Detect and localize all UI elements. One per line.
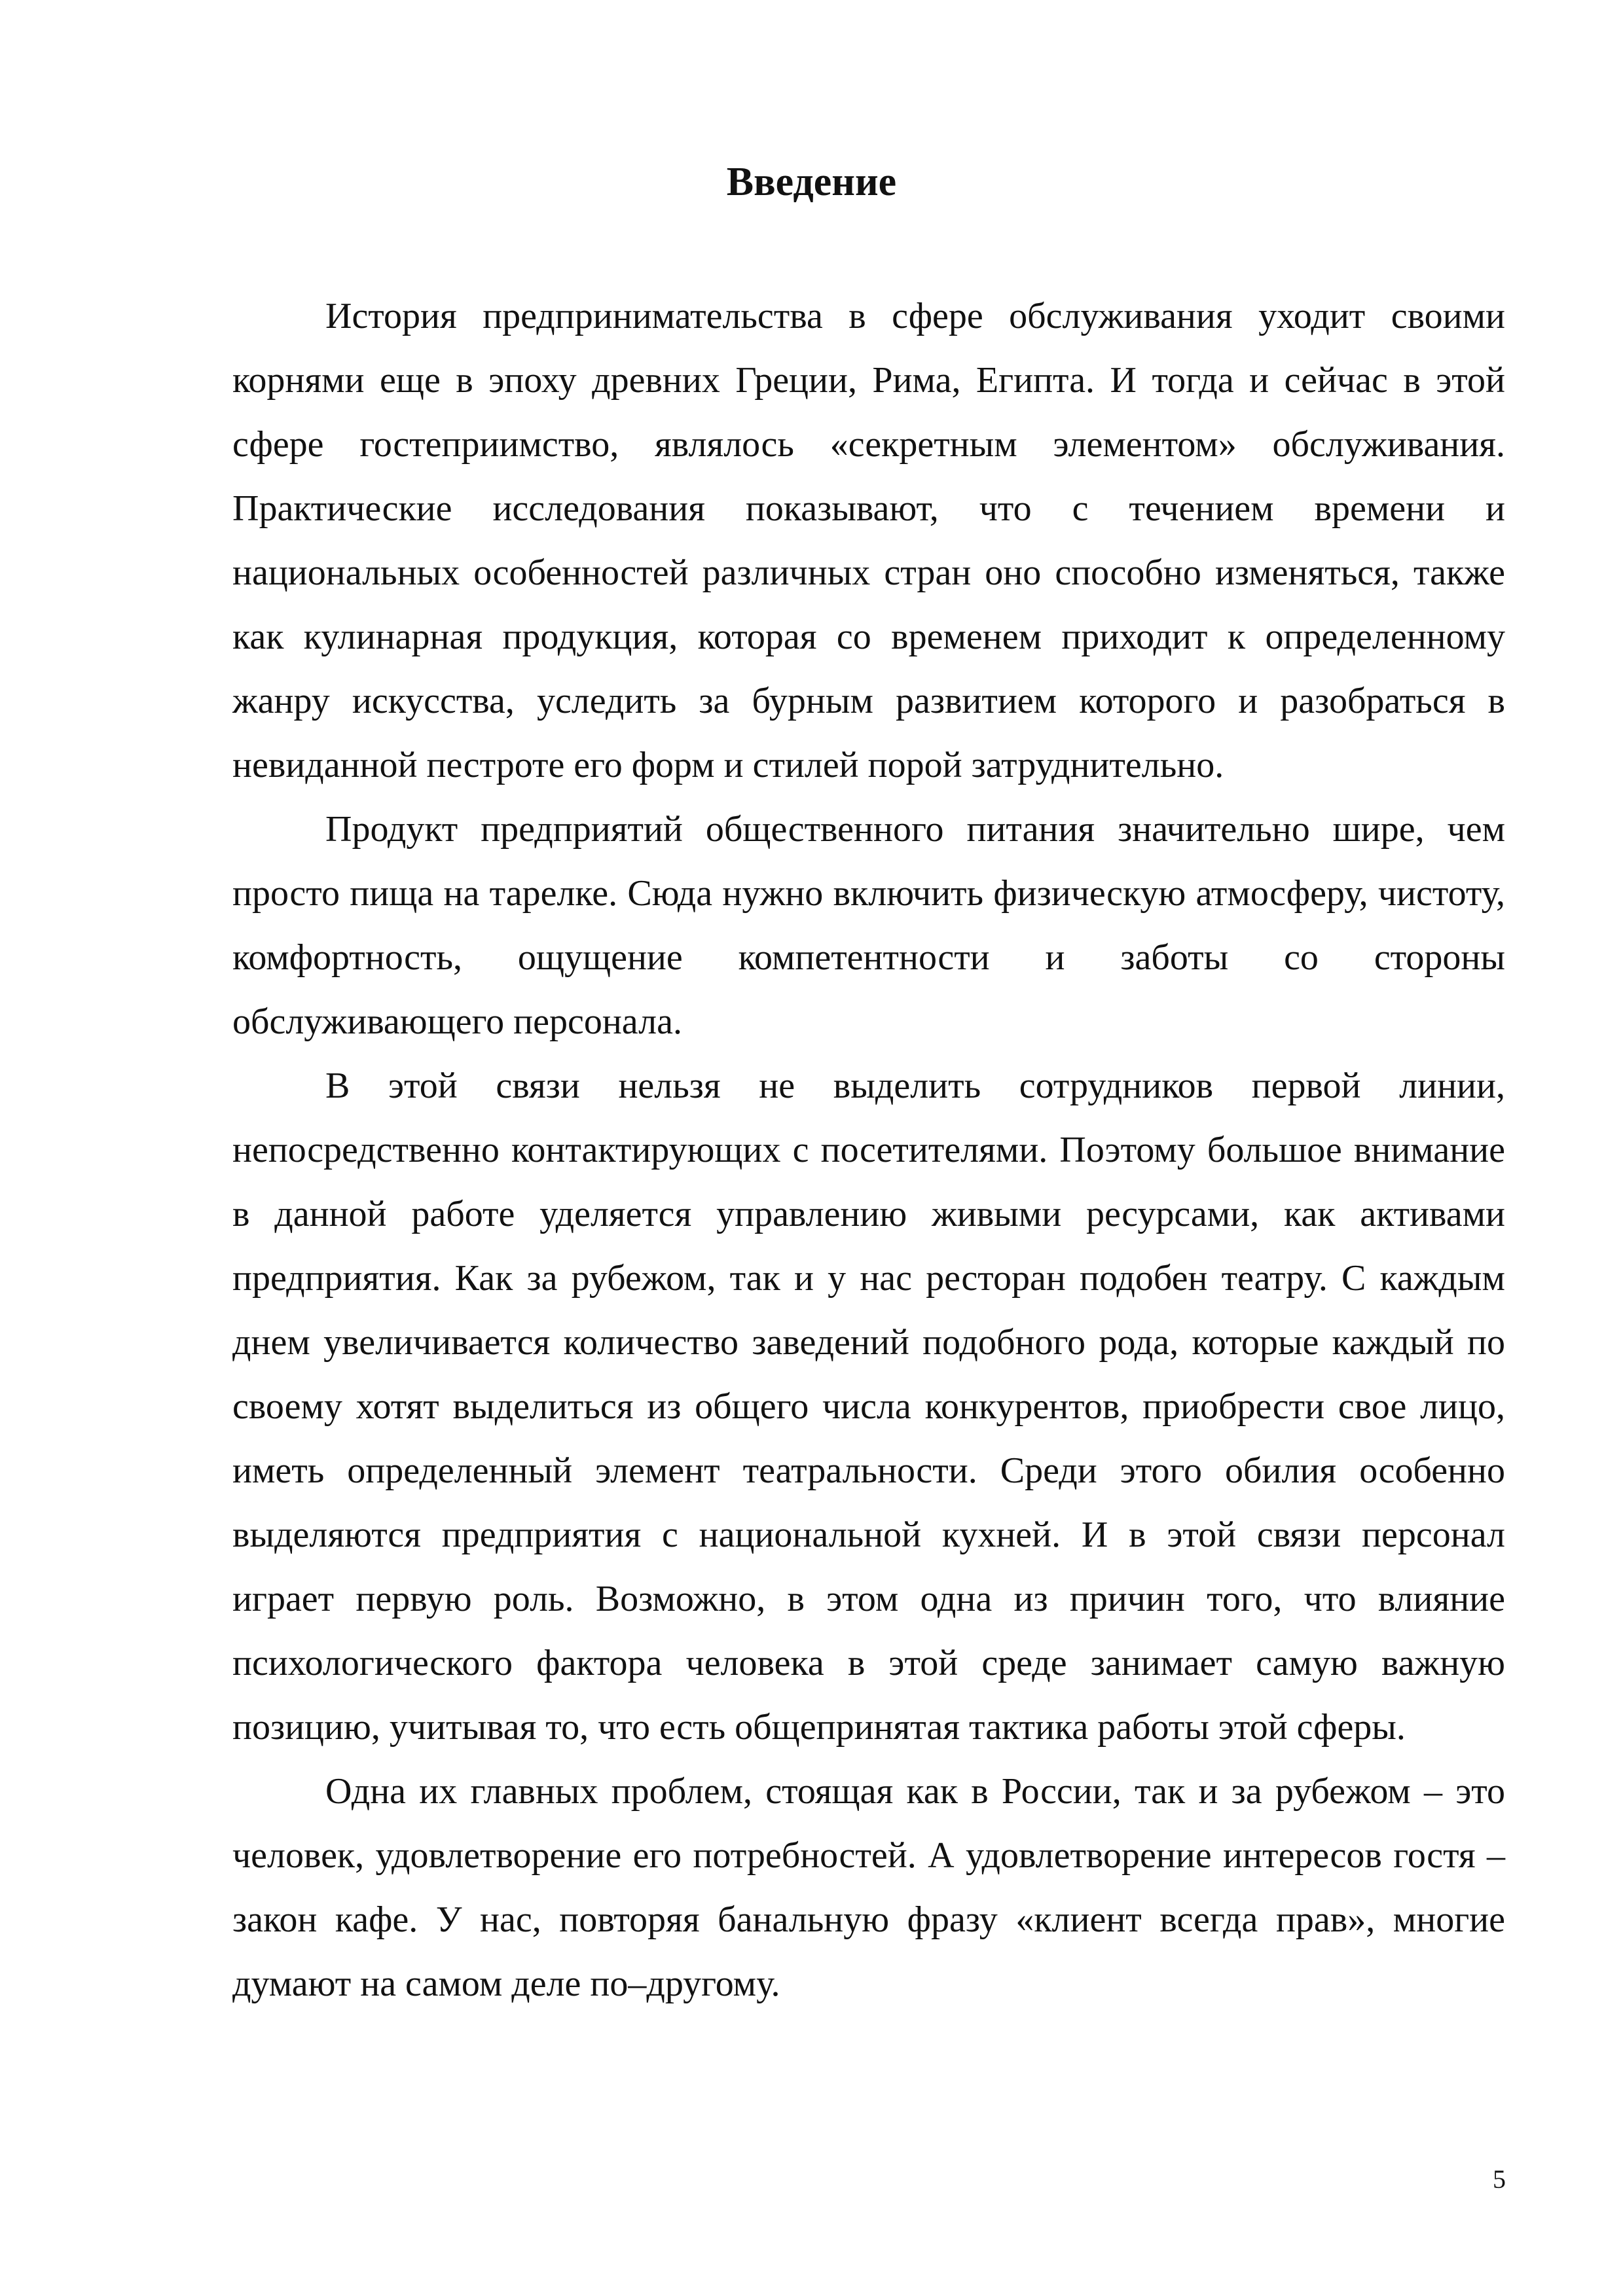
paragraph-2: Продукт предприятий общественного питания значительно шире, чем просто пища на тарелке. Сюда нужно включить физическую атмосферу, чистоту, комфортность, ощущение компетентности и заботы со стороны обслуживающего персонала. <box>232 809 1505 1042</box>
body-text <box>232 284 1505 2016</box>
paragraph-3: В этой связи нельзя не выделить сотрудников первой линии, непосредственно контактирующих с посетителями. Поэтому большое внимание в данной работе уделяется управлению живыми ресурсами, как активами предприятия. Как за рубежом, так и у нас ресторан подобен театру. С каждым днем увеличивается количество заведений подобного рода, которые каждый по своему хотят выделиться из общего числа конкурентов, приобрести свое лицо, иметь определенный элемент театральности. Среди этого обилия особенно выделяются предприятия с национальной кухней. И в этой связи персонал играет первую роль. Возможно, в этом одна из причин того, что влияние психологического фактора человека в этой среде занимает самую важную позицию, учитывая то, что есть общепринятая тактика работы этой сферы. <box>232 1066 1505 1748</box>
paragraph-4: Одна их главных проблем, стоящая как в России, так и за рубежом – это человек, удовлетворение его потребностей. А удовлетворение интересов гостя – закон кафе. У нас, повторяя банальную фразу «клиент всегда прав», многие думают на самом деле по–другому. <box>232 1771 1505 2004</box>
page-number: 5 <box>1493 2164 1506 2194</box>
paragraph-1: История предпринимательства в сфере обслуживания уходит своими корнями еще в эпоху древних Греции, Рима, Египта. И тогда и сейчас в этой сфере гостеприимство, являлось «секретным элементом» обслуживания. Практические исследования показывают, что с течением времени и национальных особенностей различных стран оно способно изменяться, также как кулинарная продукция, которая со временем приходит к определенному жанру искусства, уследить за бурным развитием которого и разобраться в невиданной пестроте его форм и стилей порой затруднительно. <box>232 296 1505 785</box>
page-title: Введение <box>726 160 897 204</box>
